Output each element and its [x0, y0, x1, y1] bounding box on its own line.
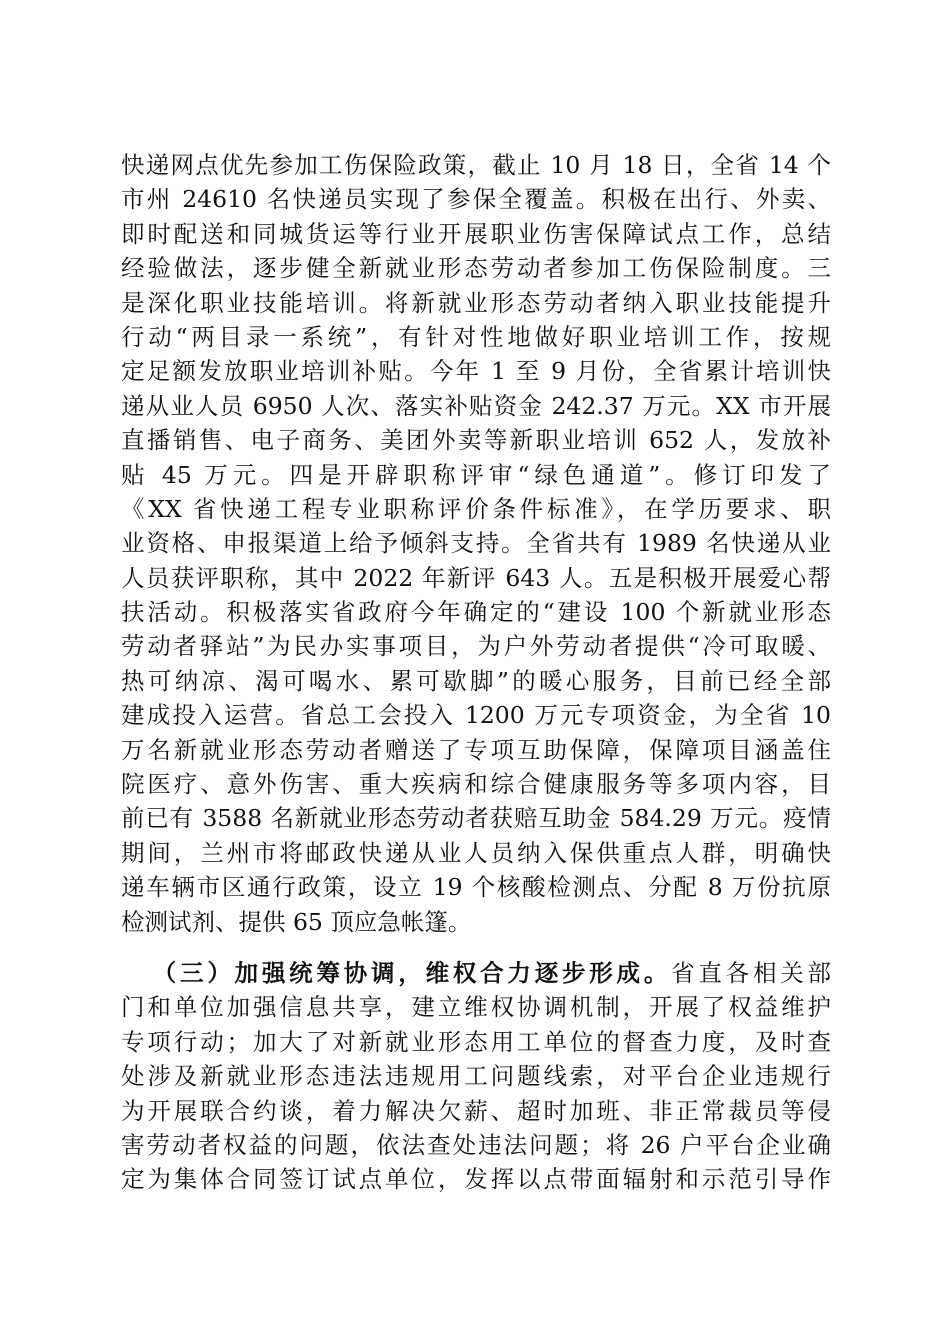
- paragraph-line: 是深化职业技能培训。将新就业形态劳动者纳入职业技能提升: [121, 288, 831, 317]
- paragraph-line: 递从业人员 6950 人次、落实补贴资金 242.37 万元。XX 市开展: [121, 391, 831, 420]
- paragraph-first-line: [121, 956, 831, 990]
- paragraph-line: 害劳动者权益的问题，依法查处违法问题；将 26 户平台企业确: [121, 1130, 831, 1159]
- paragraph-line: 经验做法，逐步健全新就业形态劳动者参加工伤保险制度。三: [121, 254, 831, 283]
- paragraph-line: 前已有 3588 名新就业形态劳动者获赔互助金 584.29 万元。疫情: [121, 804, 831, 833]
- paragraph-line: 劳动者驿站”为民办实事项目，为户外劳动者提供“冷可取暖、: [121, 632, 831, 661]
- paragraph-line: 人员获评职称，其中 2022 年新评 643 人。五是积极开展爱心帮: [121, 563, 831, 592]
- paragraph-line: 直播销售、电子商务、美团外卖等新职业培训 652 人，发放补: [121, 426, 831, 455]
- paragraph-2: [121, 956, 831, 1197]
- paragraph-line: 定足额发放职业培训补贴。今年 1 至 9 月份，全省累计培训快: [121, 357, 831, 386]
- section-heading: （三）加强统筹协调，维权合力逐步形成。: [149, 959, 672, 987]
- paragraph-line: 处涉及新就业形态违法违规用工问题线索，对平台企业违规行: [121, 1062, 831, 1091]
- paragraph-line: 专项行动；加大了对新就业形态用工单位的督查力度，及时查: [121, 1027, 831, 1056]
- paragraph-line: 检测试剂、提供 65 顶应急帐篷。: [121, 907, 472, 936]
- paragraph-line: 市州 24610 名快递员实现了参保全覆盖。积极在出行、外卖、: [121, 185, 831, 214]
- paragraph-line: 期间，兰州市将邮政快递从业人员纳入保供重点人群，明确快: [121, 838, 831, 867]
- paragraph-line: 为开展联合约谈，着力解决欠薪、超时加班、非正常裁员等侵: [121, 1096, 831, 1125]
- paragraph-line: 贴 45 万元。四是开辟职称评审“绿色通道”。修订印发了: [121, 460, 831, 489]
- paragraph-line: 热可纳凉、渴可喝水、累可歇脚”的暖心服务，目前已经全部: [121, 666, 831, 695]
- paragraph-line: 定为集体合同签订试点单位，发挥以点带面辐射和示范引导作: [121, 1165, 831, 1194]
- paragraph-line: 扶活动。积极落实省政府今年确定的“建设 100 个新就业形态: [121, 598, 831, 627]
- paragraph-line: 万名新就业形态劳动者赠送了专项互助保障，保障项目涵盖住: [121, 735, 831, 764]
- paragraph-line: 建成投入运营。省总工会投入 1200 万元专项资金，为全省 10: [121, 701, 831, 730]
- paragraph-line: 行动“两目录一系统”，有针对性地做好职业培训工作，按规: [121, 322, 831, 351]
- paragraph-line: 门和单位加强信息共享，建立维权协调机制，开展了权益维护: [121, 993, 831, 1022]
- paragraph-line: 《XX 省快递工程专业职称评价条件标准》，在学历要求、职: [121, 494, 831, 523]
- paragraph-line: 业资格、申报渠道上给予倾斜支持。全省共有 1989 名快递从业: [121, 529, 831, 558]
- paragraph-1: [121, 148, 831, 939]
- paragraph-line-text: 省直各相关部: [671, 959, 832, 987]
- paragraph-line: 即时配送和同城货运等行业开展职业伤害保障试点工作，总结: [121, 219, 831, 248]
- paragraph-line: 快递网点优先参加工伤保险政策，截止 10 月 18 日，全省 14 个: [121, 151, 831, 179]
- paragraph-line: 递车辆市区通行政策，设立 19 个核酸检测点、分配 8 万份抗原: [121, 873, 831, 902]
- paragraph-line: 院医疗、意外伤害、重大疾病和综合健康服务等多项内容，目: [121, 770, 831, 799]
